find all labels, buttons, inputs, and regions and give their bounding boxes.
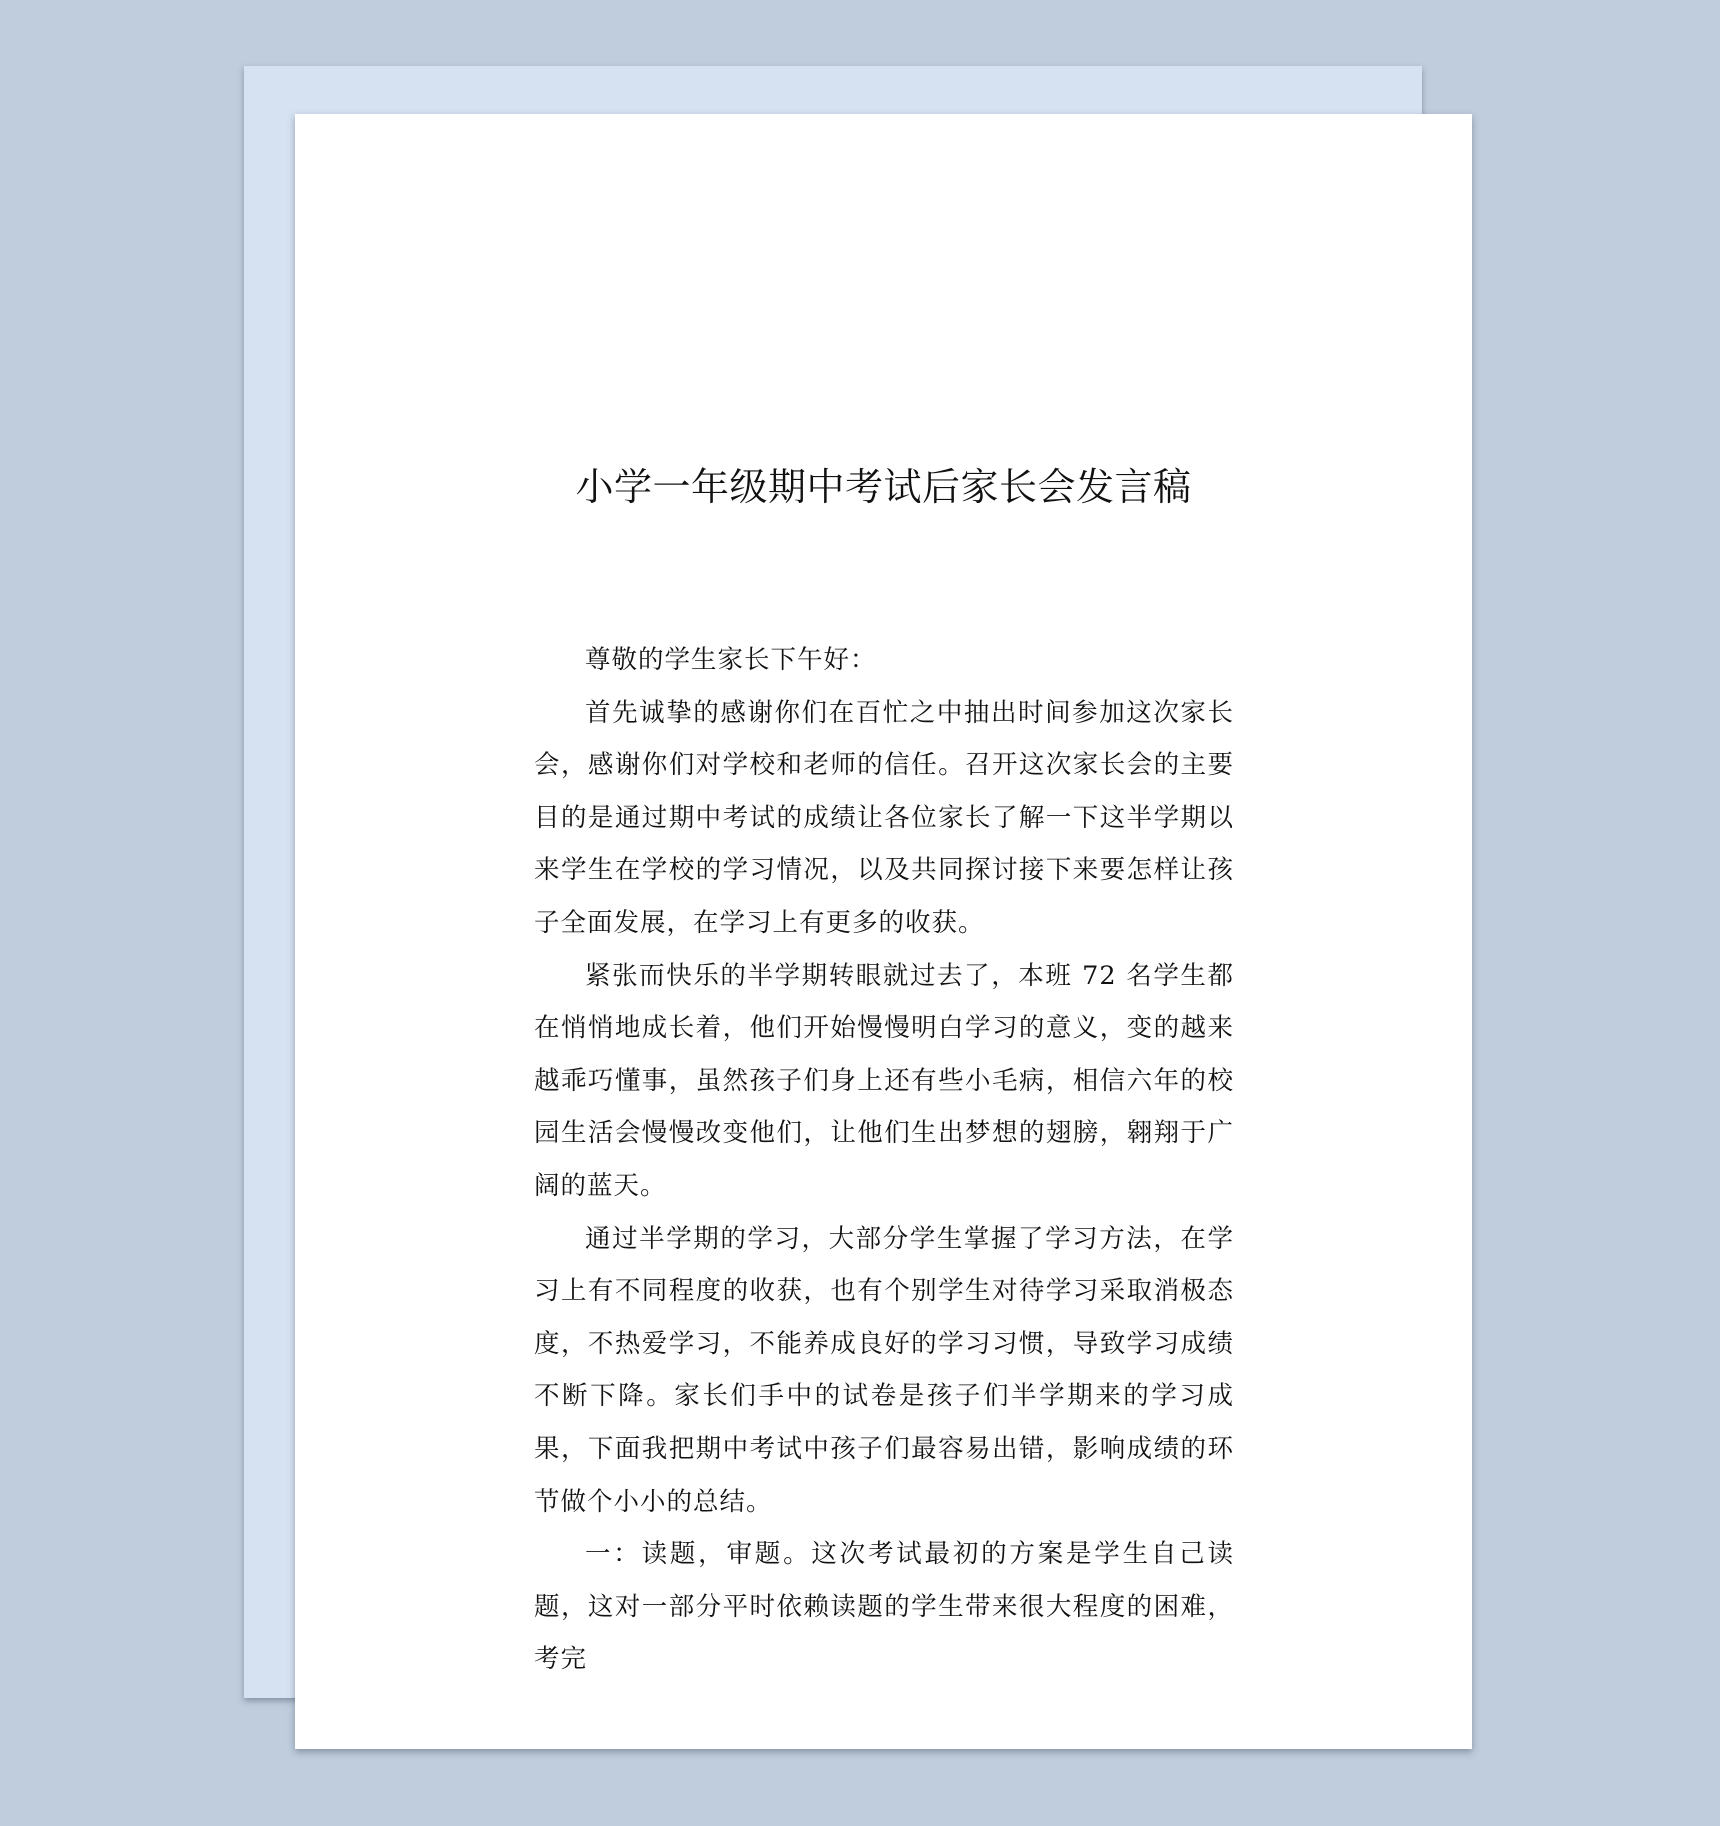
paragraph-growth: 紧张而快乐的半学期转眼就过去了，本班 72 名学生都在悄悄地成长着，他们开始慢慢明白学习的意义，变的越来越乖巧懂事，虽然孩子们身上还有些小毛病，相信六年的校园生活会慢慢改变他们，让他们生出梦想的翅膀，翱翔于广阔的蓝天。 [534, 960, 1234, 1201]
document-title: 小学一年级期中考试后家长会发言稿 [575, 465, 1192, 509]
document-page [295, 114, 1472, 1749]
document-body [534, 634, 1234, 1686]
paragraph-learning: 通过半学期的学习，大部分学生掌握了学习方法，在学习上有不同程度的收获，也有个别学生对待学习采取消极态度，不热爱学习，不能养成良好的学习习惯，导致学习成绩不断下降。家长们手中的试卷是孩子们半学期来的学习成果，下面我把期中考试中孩子们最容易出错，影响成绩的环节做个小小的总结。 [534, 1223, 1234, 1517]
paragraph-greeting: 尊敬的学生家长下午好： [585, 645, 877, 675]
paragraph-thanks: 首先诚挚的感谢你们在百忙之中抽出时间参加这次家长会，感谢你们对学校和老师的信任。召开这次家长会的主要目的是通过期中考试的成绩让各位家长了解一下这半学期以来学生在学校的学习情况，以及共同探讨接下来要怎样让孩子全面发展，在学习上有更多的收获。 [534, 697, 1234, 938]
paragraph-point-one: 一：读题，审题。这次考试最初的方案是学生自己读题，这对一部分平时依赖读题的学生带来很大程度的困难，考完 [534, 1539, 1234, 1675]
